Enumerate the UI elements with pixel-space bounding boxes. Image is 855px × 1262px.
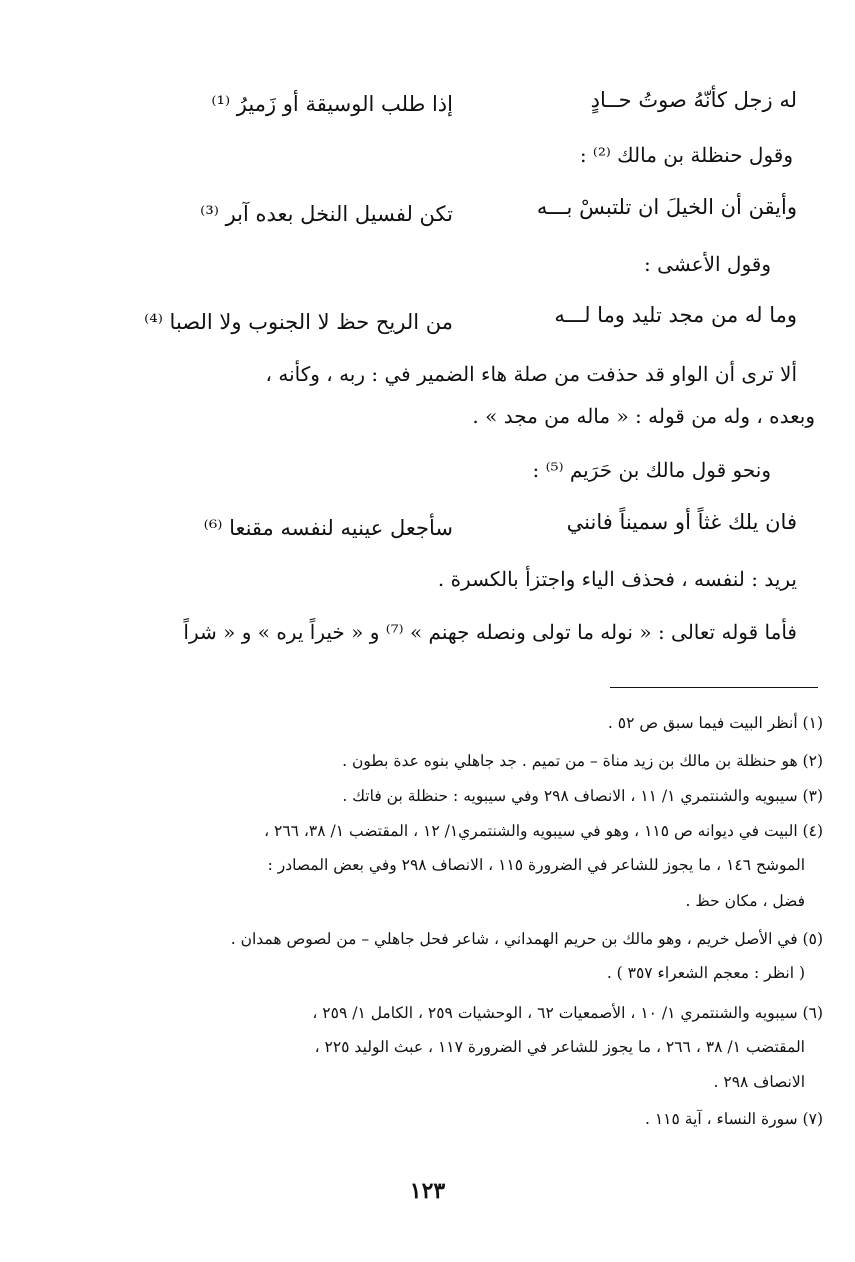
footnote-5-line-2: ( انظر : معجم الشعراء ٣٥٧ ) . [606, 964, 805, 982]
footnote-3: (٣) سيبويه والشنتمري ١/ ١١ ، الانصاف ٢٩٨ وفي سيبويه : حنظلة بن فاتك . [342, 787, 823, 805]
footnote-4-line-1: (٤) البيت في ديوانه ص ١١٥ ، وهو في سيبويه والشنتمري١/ ١٢ ، المقتضب ١/ ٣٨، ٢٦٦ ، [264, 822, 823, 840]
verse-2-first-hemistich: وأيقن أن الخيلَ ان تلتبسْ بـــه [536, 195, 797, 219]
footnote-6-line-1: (٦) سيبويه والشنتمري ١/ ١٠ ، الأصمعيات ٦٢ ، الوحشيات ٢٥٩ ، الكامل ١/ ٢٥٩ ، [312, 1004, 823, 1022]
citation-line-aasha: وقول الأعشى : [644, 252, 771, 276]
footnote-7: (٧) سورة النساء ، آية ١١٥ . [645, 1110, 823, 1128]
footnote-4-line-2: الموشح ١٤٦ ، ما يجوز للشاعر في الضرورة ١١٥ ، الانصاف ٢٩٨ وفي بعض المصادر : [267, 856, 805, 874]
prose-paragraph-3: فأما قوله تعالى : « نوله ما تولى ونصله جهنم » ⁽⁷⁾ و « خيراً يره » و « شراً [183, 620, 797, 644]
footnote-5-line-1: (٥) في الأصل خريم ، وهو مالك بن حريم الهمداني ، شاعر فحل جاهلي – من لصوص همدان . [230, 930, 823, 948]
verse-2-second-hemistich: تكن لفسيل النخل بعده آبر ⁽³⁾ [200, 202, 453, 226]
footnote-6-line-3: الانصاف ٢٩٨ . [713, 1073, 805, 1091]
verse-4-first-hemistich: فان يلك غثاً أو سميناً فانني [566, 510, 797, 534]
prose-paragraph-2: يريد : لنفسه ، فحذف الياء واجتزأ بالكسرة . [437, 567, 797, 591]
verse-4-second-hemistich: سأجعل عينيه لنفسه مقنعا ⁽⁶⁾ [203, 516, 453, 540]
footnote-2: (٢) هو حنظلة بن مالك بن زيد مناة – من تميم . جد جاهلي بنوه عدة بطون . [342, 752, 823, 770]
footnote-separator [610, 687, 818, 688]
prose-paragraph-1-line-2: وبعده ، وله من قوله : « ماله من مجد » . [472, 404, 815, 428]
prose-paragraph-1-line-1: ألا ترى أن الواو قد حذفت من صلة هاء الضمير في : ربه ، وكأنه ، [265, 362, 797, 386]
citation-line-hanzala: وقول حنظلة بن مالك ⁽²⁾ : [579, 143, 793, 167]
verse-3-first-hemistich: وما له من مجد تليد وما لـــه [554, 303, 797, 327]
footnote-4-line-3: فضل ، مكان حظ . [685, 892, 805, 910]
footnote-1: (١) أنظر البيت فيما سبق ص ٥٢ . [607, 714, 823, 732]
verse-1-first-hemistich: له زجل كأنّهُ صوتُ حــادٍ [590, 88, 797, 112]
verse-1-second-hemistich: إذا طلب الوسيقة أو زَميرُ ⁽¹⁾ [211, 92, 453, 116]
citation-line-malik: ونحو قول مالك بن حَرَيم ⁽⁵⁾ : [532, 458, 771, 482]
footnote-6-line-2: المقتضب ١/ ٣٨ ، ٢٦٦ ، ما يجوز للشاعر في الضرورة ١١٧ ، عبث الوليد ٢٢٥ ، [314, 1038, 805, 1056]
verse-3-second-hemistich: من الريح حظ لا الجنوب ولا الصبا ⁽⁴⁾ [144, 310, 453, 334]
page-number: ١٢٣ [409, 1178, 446, 1204]
